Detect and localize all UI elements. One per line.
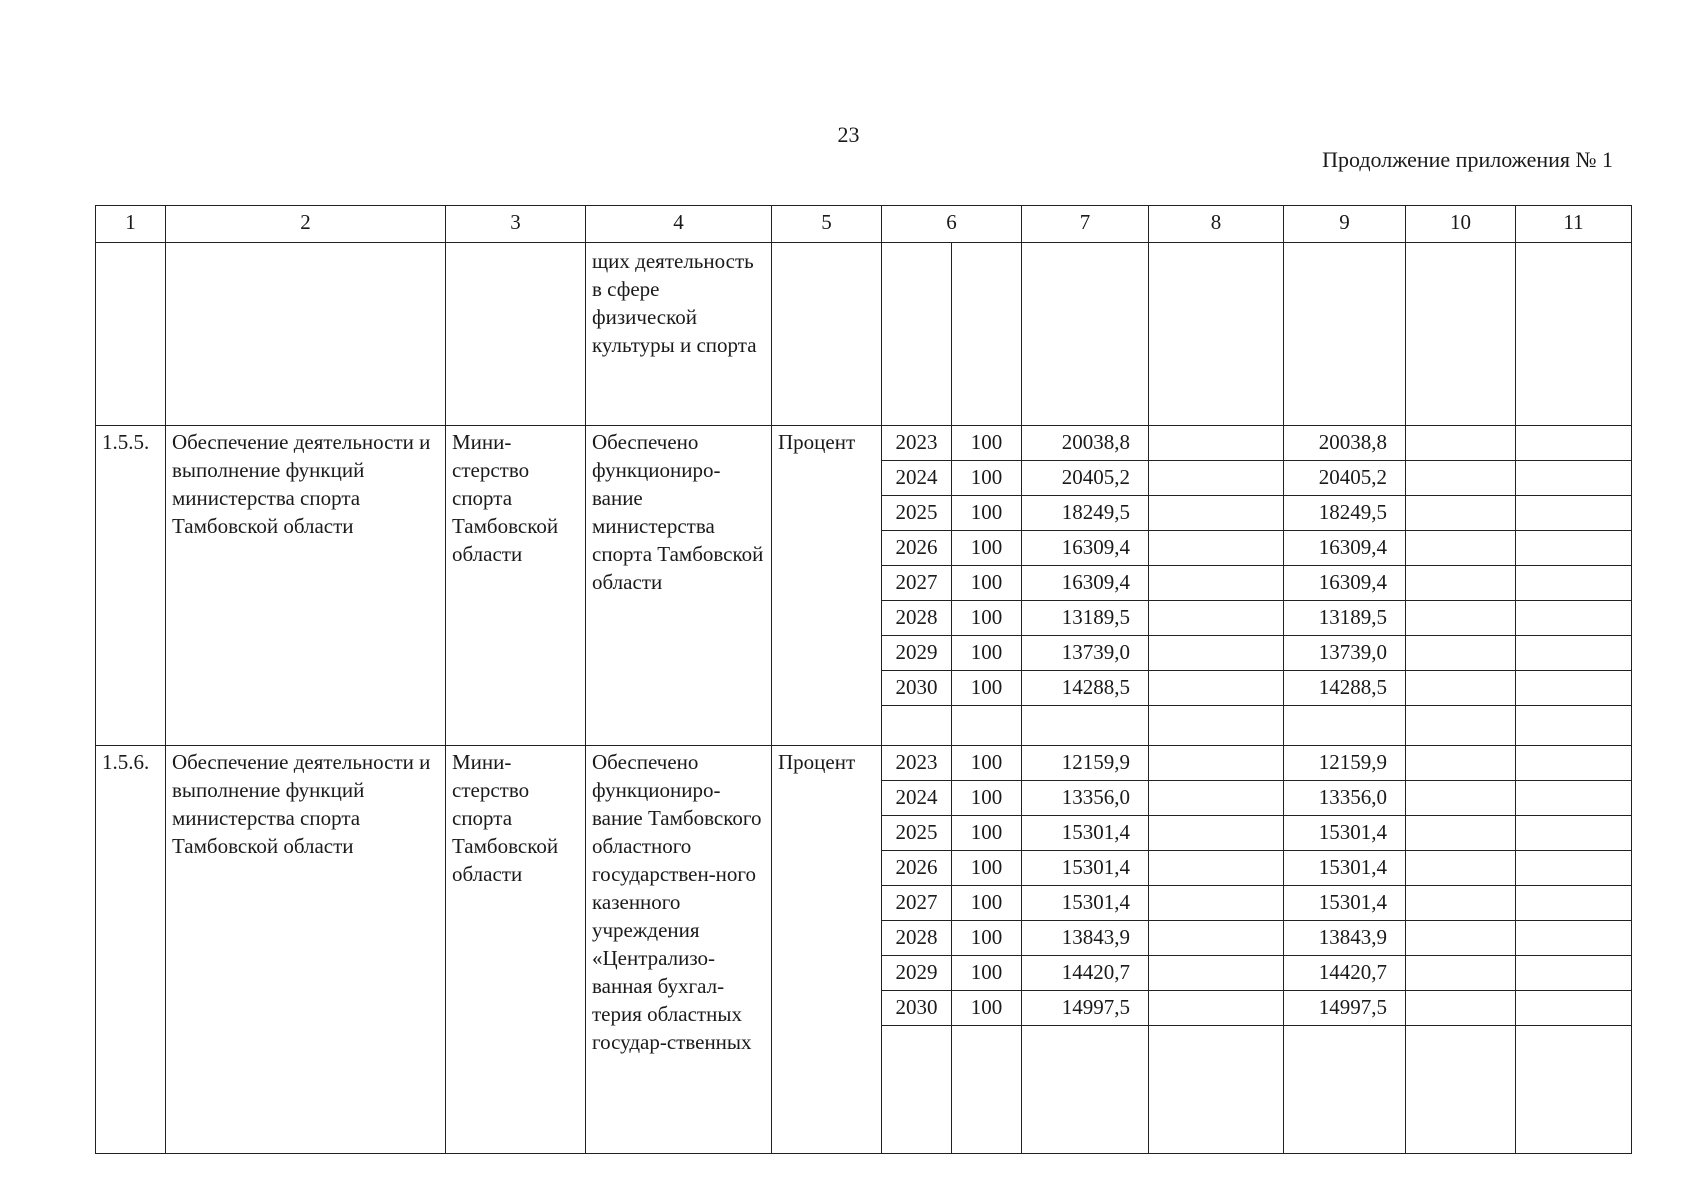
year-cell: 2023 bbox=[882, 426, 952, 461]
col8-cell bbox=[1149, 461, 1284, 496]
year-row bbox=[96, 426, 1632, 461]
expected-result: Обеспечено функциониро-вание Тамбовского областного государствен-ного казенного учреждения «Централизо-ванная бухгал-терия областных государ-ственных bbox=[586, 746, 772, 1154]
amount-col7-cell: 13843,9 bbox=[1022, 921, 1149, 956]
col8-cell bbox=[1149, 566, 1284, 601]
target-percent-cell: 100 bbox=[952, 921, 1022, 956]
year-cell: 2025 bbox=[882, 816, 952, 851]
col8-cell bbox=[1149, 851, 1284, 886]
year-cell: 2029 bbox=[882, 956, 952, 991]
col8-cell bbox=[1149, 426, 1284, 461]
amount-col7-cell: 18249,5 bbox=[1022, 496, 1149, 531]
col10-cell bbox=[1406, 991, 1516, 1026]
amount-col9-cell: 20038,8 bbox=[1284, 426, 1406, 461]
col10-cell bbox=[1406, 426, 1516, 461]
col11-cell bbox=[1516, 816, 1632, 851]
col8-cell bbox=[1149, 991, 1284, 1026]
year-cell: 2024 bbox=[882, 461, 952, 496]
amount-col7-cell: 13189,5 bbox=[1022, 601, 1149, 636]
measure-name: Обеспечение деятельности и выполнение функций министерства спорта Тамбовской области bbox=[166, 746, 446, 1154]
year-cell: 2030 bbox=[882, 991, 952, 1026]
col10-cell bbox=[1406, 851, 1516, 886]
col10-cell bbox=[1406, 601, 1516, 636]
target-percent-cell: 100 bbox=[952, 746, 1022, 781]
amount-col9-cell: 20405,2 bbox=[1284, 461, 1406, 496]
target-percent-cell: 100 bbox=[952, 886, 1022, 921]
col10-cell bbox=[1406, 746, 1516, 781]
amount-col9-cell: 16309,4 bbox=[1284, 566, 1406, 601]
col10-cell bbox=[1406, 921, 1516, 956]
column-header: 1 bbox=[96, 206, 166, 243]
col11-cell bbox=[1516, 636, 1632, 671]
continuation-row bbox=[96, 243, 1632, 426]
year-cell: 2025 bbox=[882, 496, 952, 531]
col10-cell bbox=[1406, 531, 1516, 566]
col10-cell bbox=[1406, 636, 1516, 671]
col10-cell bbox=[1406, 566, 1516, 601]
amount-col9-cell: 14420,7 bbox=[1284, 956, 1406, 991]
col10-cell bbox=[1406, 461, 1516, 496]
amount-col9-cell: 18249,5 bbox=[1284, 496, 1406, 531]
year-cell: 2027 bbox=[882, 886, 952, 921]
amount-col7-cell: 14288,5 bbox=[1022, 671, 1149, 706]
page-number: 23 bbox=[837, 122, 860, 147]
col11-cell bbox=[1516, 566, 1632, 601]
col11-cell bbox=[1516, 671, 1632, 706]
column-header: 4 bbox=[586, 206, 772, 243]
target-percent-cell: 100 bbox=[952, 781, 1022, 816]
amount-col7-cell: 12159,9 bbox=[1022, 746, 1149, 781]
amount-col9-cell: 15301,4 bbox=[1284, 816, 1406, 851]
col11-cell bbox=[1516, 781, 1632, 816]
executor: Мини-стерство спорта Тамбовской области bbox=[446, 746, 586, 1154]
column-header: 3 bbox=[446, 206, 586, 243]
target-percent-cell: 100 bbox=[952, 531, 1022, 566]
item-number: 1.5.5. bbox=[96, 426, 166, 746]
amount-col7-cell: 20038,8 bbox=[1022, 426, 1149, 461]
amount-col9-cell: 15301,4 bbox=[1284, 886, 1406, 921]
col10-cell bbox=[1406, 956, 1516, 991]
year-cell: 2028 bbox=[882, 601, 952, 636]
amount-col7-cell: 16309,4 bbox=[1022, 566, 1149, 601]
col11-cell bbox=[1516, 601, 1632, 636]
year-cell: 2028 bbox=[882, 921, 952, 956]
col8-cell bbox=[1149, 746, 1284, 781]
measure-name: Обеспечение деятельности и выполнение функций министерства спорта Тамбовской области bbox=[166, 426, 446, 746]
year-cell: 2030 bbox=[882, 671, 952, 706]
appendix-continuation-note: Продолжение приложения № 1 bbox=[1322, 147, 1613, 172]
col11-cell bbox=[1516, 886, 1632, 921]
target-percent-cell: 100 bbox=[952, 636, 1022, 671]
amount-col7-cell: 15301,4 bbox=[1022, 816, 1149, 851]
amount-col9-cell: 14997,5 bbox=[1284, 991, 1406, 1026]
col11-cell bbox=[1516, 496, 1632, 531]
year-cell: 2026 bbox=[882, 531, 952, 566]
executor: Мини-стерство спорта Тамбовской области bbox=[446, 426, 586, 746]
column-header: 5 bbox=[772, 206, 882, 243]
amount-col9-cell: 13189,5 bbox=[1284, 601, 1406, 636]
year-cell: 2029 bbox=[882, 636, 952, 671]
year-row bbox=[96, 746, 1632, 781]
col8-cell bbox=[1149, 531, 1284, 566]
unit-of-measure: Процент bbox=[772, 746, 882, 1154]
col10-cell bbox=[1406, 671, 1516, 706]
amount-col9-cell: 16309,4 bbox=[1284, 531, 1406, 566]
item-number: 1.5.6. bbox=[96, 746, 166, 1154]
col8-cell bbox=[1149, 671, 1284, 706]
appendix-table bbox=[95, 205, 1632, 1154]
target-percent-cell: 100 bbox=[952, 956, 1022, 991]
year-cell: 2023 bbox=[882, 746, 952, 781]
amount-col9-cell: 13739,0 bbox=[1284, 636, 1406, 671]
col11-cell bbox=[1516, 531, 1632, 566]
amount-col9-cell: 13356,0 bbox=[1284, 781, 1406, 816]
amount-col7-cell: 15301,4 bbox=[1022, 851, 1149, 886]
target-percent-cell: 100 bbox=[952, 816, 1022, 851]
column-header: 10 bbox=[1406, 206, 1516, 243]
col8-cell bbox=[1149, 601, 1284, 636]
col8-cell bbox=[1149, 496, 1284, 531]
amount-col7-cell: 13739,0 bbox=[1022, 636, 1149, 671]
amount-col7-cell: 20405,2 bbox=[1022, 461, 1149, 496]
col8-cell bbox=[1149, 816, 1284, 851]
col8-cell bbox=[1149, 921, 1284, 956]
expected-result: Обеспечено функциониро-вание министерства спорта Тамбовской области bbox=[586, 426, 772, 746]
target-percent-cell: 100 bbox=[952, 426, 1022, 461]
amount-col7-cell: 15301,4 bbox=[1022, 886, 1149, 921]
column-header: 8 bbox=[1149, 206, 1284, 243]
target-percent-cell: 100 bbox=[952, 601, 1022, 636]
amount-col9-cell: 12159,9 bbox=[1284, 746, 1406, 781]
col8-cell bbox=[1149, 956, 1284, 991]
target-percent-cell: 100 bbox=[952, 851, 1022, 886]
amount-col7-cell: 14997,5 bbox=[1022, 991, 1149, 1026]
col10-cell bbox=[1406, 781, 1516, 816]
amount-col9-cell: 15301,4 bbox=[1284, 851, 1406, 886]
year-cell: 2027 bbox=[882, 566, 952, 601]
column-header: 9 bbox=[1284, 206, 1406, 243]
column-header: 7 bbox=[1022, 206, 1149, 243]
amount-col9-cell: 13843,9 bbox=[1284, 921, 1406, 956]
amount-col7-cell: 13356,0 bbox=[1022, 781, 1149, 816]
amount-col7-cell: 16309,4 bbox=[1022, 531, 1149, 566]
col8-cell bbox=[1149, 886, 1284, 921]
column-header: 11 bbox=[1516, 206, 1632, 243]
col11-cell bbox=[1516, 851, 1632, 886]
col10-cell bbox=[1406, 496, 1516, 531]
col8-cell bbox=[1149, 636, 1284, 671]
column-header: 2 bbox=[166, 206, 446, 243]
target-percent-cell: 100 bbox=[952, 991, 1022, 1026]
col11-cell bbox=[1516, 991, 1632, 1026]
target-percent-cell: 100 bbox=[952, 496, 1022, 531]
column-header: 6 bbox=[882, 206, 1022, 243]
year-cell: 2024 bbox=[882, 781, 952, 816]
col10-cell bbox=[1406, 816, 1516, 851]
col11-cell bbox=[1516, 746, 1632, 781]
col11-cell bbox=[1516, 956, 1632, 991]
target-percent-cell: 100 bbox=[952, 461, 1022, 496]
col11-cell bbox=[1516, 426, 1632, 461]
col8-cell bbox=[1149, 781, 1284, 816]
column-number-row bbox=[96, 206, 1632, 243]
col11-cell bbox=[1516, 921, 1632, 956]
col10-cell bbox=[1406, 886, 1516, 921]
continuation-text: щих деятельность в сфере физической культуры и спорта bbox=[586, 243, 772, 426]
amount-col7-cell: 14420,7 bbox=[1022, 956, 1149, 991]
target-percent-cell: 100 bbox=[952, 671, 1022, 706]
col11-cell bbox=[1516, 461, 1632, 496]
target-percent-cell: 100 bbox=[952, 566, 1022, 601]
amount-col9-cell: 14288,5 bbox=[1284, 671, 1406, 706]
year-cell: 2026 bbox=[882, 851, 952, 886]
unit-of-measure: Процент bbox=[772, 426, 882, 746]
